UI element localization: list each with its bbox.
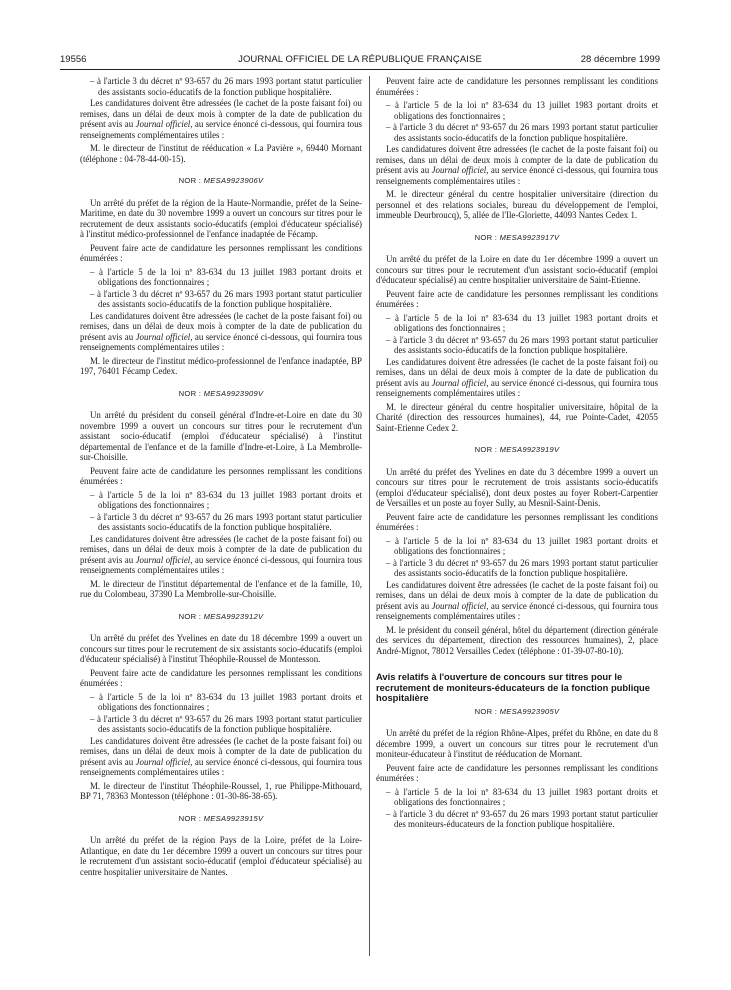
left-column [80, 76, 362, 880]
application-paragraph: Les candidatures doivent être adressées (le cachet de la poste faisant foi) ou remises, dans un délai de deux mois à compter de la date de publication du présent avis au Journal officiel, au service énoncé ci-dessous, qui fournira tous renseignements complémentaires utiles : [80, 310, 362, 352]
application-paragraph: Les candidatures doivent être adressées (le cachet de la poste faisant foi) ou remises, dans un délai de deux mois à compter de la date de publication du présent avis au Journal officiel, au service énoncé ci-dessous, qui fournira tous renseignements complémentaires utiles : [376, 579, 658, 621]
nor-reference: NOR : MESA9923915V [178, 813, 264, 823]
condition-item: – à l'article 3 du décret nº 93-657 du 26 mars 1993 portant statut particulier des assistants socio-éducatifs de la fonction publique hospitalière. [386, 557, 658, 578]
condition-item: – à l'article 3 du décret nº 93-657 du 26 mars 1993 portant statut particulier des assistants socio-éducatifs de la fonction publique hospitalière. [90, 76, 362, 97]
notice-intro: Un arrêté du préfet de la région Pays de la Loire, préfet de la Loire-Atlantique, en date du 1er décembre 1999 a ouvert un concours sur titres pour le recrutement d'un assistant socio-éducatif (emploi d'éducateur spécialisé) au centre hospitalier universitaire de Nantes. [80, 835, 362, 877]
notice-block [80, 814, 362, 878]
notice-intro: Un arrêté du préfet de la région Rhône-Alpes, préfet du Rhône, en date du 8 décembre 1999, a ouvert un concours sur titres pour le recrutement d'un moniteur-éducateur à l'institut de rééducation de Mornant. [376, 728, 658, 759]
notice-intro: Un arrêté du président du conseil général d'Indre-et-Loire en date du 30 novembre 1999 a ouvert un concours sur titres pour le recrutement d'un assistant socio-éducatif (emploi d'éducateur spécialisé) à l'institut départemental de l'enfance et de la famille d'Indre-et-Loire, à La Membrolle-sur-Choisille. [80, 410, 362, 462]
nor-reference: NOR : MESA9923919V [474, 445, 560, 454]
notice-block [376, 233, 658, 434]
application-paragraph: Les candidatures doivent être adressées (le cachet de la poste faisant foi) ou remises, dans un délai de deux mois à compter de la date de publication du présent avis au Journal officiel, au service énoncé ci-dessous, qui fournira tous renseignements complémentaires utiles : [376, 144, 658, 186]
condition-item: – à l'article 3 du décret nº 93-657 du 26 mars 1993 portant statut particulier des assistants socio-éducatifs de la fonction publique hospitalière. [90, 713, 362, 734]
notice-block [80, 389, 362, 600]
condition-item: – à l'article 3 du décret nº 93-657 du 26 mars 1993 portant statut particulier des moniteurs-éducateurs de la fonction publique hospitalière. [386, 808, 658, 829]
section-heading: Avis relatifs à l'ouverture de concours sur titres pour le recrutement de moniteurs-éducateurs de la fonction publique hospitalière [376, 671, 650, 703]
notice-intro: Un arrêté du préfet de la Loire en date du 1er décembre 1999 a ouvert un concours sur titres pour le recrutement d'un assistant socio-éducatif (emploi d'éducateur spécialisé) au centre hospitalier universitaire de Saint-Etienne. [376, 254, 658, 285]
condition-item: – à l'article 5 de la loi nº 83-634 du 13 juillet 1983 portant droits et obligations des fonctionnaires ; [386, 312, 658, 333]
condition-item: – à l'article 5 de la loi nº 83-634 du 13 juillet 1983 portant droits et obligations des fonctionnaires ; [386, 100, 658, 121]
page-header [60, 54, 660, 68]
condition-item: – à l'article 3 du décret nº 93-657 du 26 mars 1993 portant statut particulier des assistants socio-éducatifs de la fonction publique hospitalière. [386, 334, 658, 355]
conditions-paragraph: Peuvent faire acte de candidature les personnes remplissant les conditions énumérées : [376, 288, 658, 309]
journal-title: JOURNAL OFFICIEL DE LA RÉPUBLIQUE FRANÇAISE [238, 54, 482, 65]
conditions-paragraph: Peuvent faire acte de candidature les personnes remplissant les conditions énumérées : [376, 511, 658, 532]
notice-block [376, 76, 658, 221]
page-number: 19556 [60, 54, 87, 65]
notice-block [80, 176, 362, 377]
address-paragraph: M. le directeur général du centre hospitalier universitaire (direction du personnel et des relations sociales, bureau du développement de l'emploi, immeuble Deurbroucq), 5, allée de l'Ile-Gloriette, 44093 Nantes Cedex 1. [376, 189, 658, 220]
condition-item: – à l'article 5 de la loi nº 83-634 du 13 juillet 1983 portant droits et obligations des fonctionnaires ; [90, 266, 362, 287]
condition-item: – à l'article 5 de la loi nº 83-634 du 13 juillet 1983 portant droits et obligations des fonctionnaires ; [90, 691, 362, 712]
notice-intro: Un arrêté du préfet de la région de la Haute-Normandie, préfet de la Seine-Maritime, en date du 30 novembre 1999 a ouvert un concours sur titres pour le recrutement de deux assistants socio-éducatifs (emploi d'éducateur spécialisé) à l'institut médico-professionnel de l'enfance inadaptée de Fécamp. [80, 197, 362, 239]
conditions-paragraph: Peuvent faire acte de candidature les personnes remplissant les conditions énumérées : [80, 667, 362, 688]
address-paragraph: M. le directeur de l'institut de rééducation « La Pavière », 69440 Mornant (téléphone : 04-78-44-00-15). [80, 143, 362, 164]
address-paragraph: M. le directeur général du centre hospitalier universitaire, hôpital de la Charité (direction des ressources humaines), 44, rue Pointe-Cadet, 42055 Saint-Etienne Cedex 2. [376, 401, 658, 433]
condition-item: – à l'article 5 de la loi nº 83-634 du 13 juillet 1983 portant droits et obligations des fonctionnaires ; [386, 535, 658, 556]
notice-intro: Un arrêté du préfet des Yvelines en date du 18 décembre 1999 a ouvert un concours sur titres pour le recrutement de six assistants socio-éducatifs (emploi d'éducateur spécialisé) à l'institut Théophile-Roussel de Montesson. [80, 633, 362, 664]
nor-reference: NOR : MESA9923912V [178, 611, 264, 621]
conditions-paragraph: Peuvent faire acte de candidature les personnes remplissant les conditions énumérées : [80, 465, 362, 486]
condition-item: – à l'article 5 de la loi nº 83-634 du 13 juillet 1983 portant droits et obligations des fonctionnaires ; [386, 786, 658, 807]
application-paragraph: Les candidatures doivent être adressées (le cachet de la poste faisant foi) ou remises, dans un délai de deux mois à compter de la date de publication du présent avis au Journal officiel, au service énoncé ci-dessous, qui fournira tous renseignements complémentaires utiles : [376, 356, 658, 398]
application-paragraph: Les candidatures doivent être adressées (le cachet de la poste faisant foi) ou remises, dans un délai de deux mois à compter de la date de publication du présent avis au Journal officiel, au service énoncé ci-dessous, qui fournira tous renseignements complémentaires utiles : [80, 98, 362, 140]
address-paragraph: M. le directeur de l'institut médico-professionnel de l'enfance inadaptée, BP 197, 76401 Fécamp Cedex. [80, 355, 362, 376]
notice-block [376, 445, 658, 656]
right-column [376, 76, 658, 831]
header-rule [60, 69, 660, 70]
condition-item: – à l'article 3 du décret nº 93-657 du 26 mars 1993 portant statut particulier des assistants socio-éducatifs de la fonction publique hospitalière. [90, 288, 362, 309]
nor-reference: NOR : MESA9923906V [178, 176, 264, 185]
conditions-paragraph: Peuvent faire acte de candidature les personnes remplissant les conditions énumérées : [376, 76, 658, 97]
column-divider [369, 76, 370, 956]
notice-intro: Un arrêté du préfet des Yvelines en date du 3 décembre 1999 a ouvert un concours sur titres pour le recrutement de trois assistants socio-éducatifs (emploi d'éducateur spécialisé), dont deux postes au foyer Robert-Carpentier de Versailles et un poste au foyer Sully, au Mesnil-Saint-Denis. [376, 466, 658, 508]
condition-item: – à l'article 5 de la loi nº 83-634 du 13 juillet 1983 portant droits et obligations des fonctionnaires ; [90, 489, 362, 510]
application-paragraph: Les candidatures doivent être adressées (le cachet de la poste faisant foi) ou remises, dans un délai de deux mois à compter de la date de publication du présent avis au Journal officiel, au service énoncé ci-dessous, qui fournira tous renseignements complémentaires utiles : [80, 735, 362, 777]
nor-reference: NOR : MESA9923917V [474, 232, 560, 242]
nor-reference: NOR : MESA9923909V [178, 388, 264, 398]
issue-date: 28 décembre 1999 [580, 54, 660, 65]
conditions-paragraph: Peuvent faire acte de candidature les personnes remplissant les conditions énumérées : [80, 242, 362, 263]
address-paragraph: M. le directeur de l'institut départemental de l'enfance et de la famille, 10, rue du Colombeau, 37390 La Membrolle-sur-Choisille. [80, 578, 362, 599]
notice-block [80, 76, 362, 164]
conditions-paragraph: Peuvent faire acte de candidature les personnes remplissant les conditions énumérées : [376, 762, 658, 783]
application-paragraph: Les candidatures doivent être adressées (le cachet de la poste faisant foi) ou remises, dans un délai de deux mois à compter de la date de publication du présent avis au Journal officiel, au service énoncé ci-dessous, qui fournira tous renseignements complémentaires utiles : [80, 533, 362, 575]
notice-block [80, 612, 362, 802]
condition-item: – à l'article 3 du décret nº 93-657 du 26 mars 1993 portant statut particulier des assistants socio-éducatifs de la fonction publique hospitalière. [386, 122, 658, 143]
nor-reference: NOR : MESA9923905V [474, 706, 560, 716]
address-paragraph: M. le président du conseil général, hôtel du département (direction générale des services du département, direction des ressources humaines), 2, place André-Mignot, 78012 Versailles Cedex (téléphone : 01-39-07-80-10). [376, 624, 658, 656]
condition-item: – à l'article 3 du décret nº 93-657 du 26 mars 1993 portant statut particulier des assistants socio-éducatifs de la fonction publique hospitalière. [90, 511, 362, 532]
notice-block [376, 672, 658, 830]
address-paragraph: M. le directeur de l'institut Théophile-Roussel, 1, rue Philippe-Mithouard, BP 71, 78363 Montesson (téléphone : 01-30-86-38-65). [80, 780, 362, 801]
